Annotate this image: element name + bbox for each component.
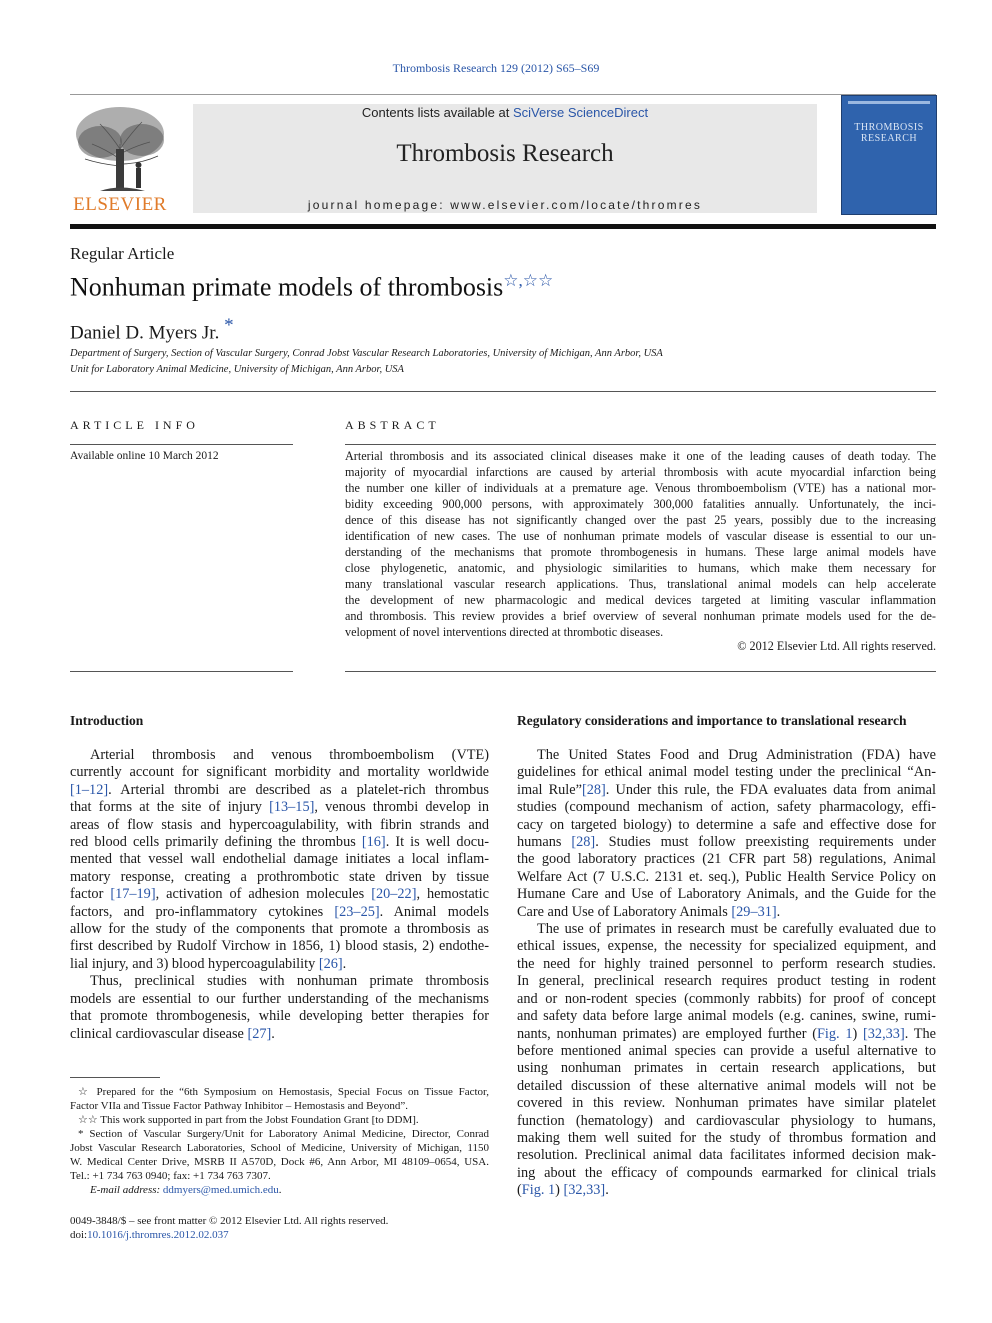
citation-link[interactable]: [28] bbox=[571, 834, 596, 851]
text-segment: guidelines for ethical animal model testing under the preclinical “An- bbox=[517, 764, 936, 781]
sciverse-link[interactable]: SciVerse ScienceDirect bbox=[512, 105, 649, 120]
text-line bbox=[517, 1026, 936, 1043]
text-segment: red blood cells primarily defining the thrombus bbox=[70, 834, 362, 851]
abstract-line: majority of myocardial infarctions are caused by arterial thrombosis with acute myocardial infarction being bbox=[345, 465, 936, 479]
text-segment: . bbox=[776, 903, 781, 920]
footnote-divider bbox=[70, 1077, 160, 1078]
top-divider bbox=[70, 94, 936, 95]
text-segment: , activation of adhesion molecules bbox=[155, 886, 372, 903]
affiliation-divider bbox=[70, 391, 936, 392]
text-segment: . bbox=[605, 1182, 609, 1199]
text-line bbox=[517, 799, 936, 816]
article-type: Regular Article bbox=[70, 244, 175, 263]
footnote-line bbox=[70, 1085, 489, 1099]
abstract-line: close phylogenetic, anatomic, and physiologic similarities to humans, which make them necessary for bbox=[345, 561, 936, 575]
text-line bbox=[517, 1095, 936, 1112]
text-line bbox=[517, 886, 936, 903]
text-segment: Thus, preclinical studies with nonhuman primate thrombosis bbox=[90, 973, 489, 990]
abstract-divider bbox=[345, 444, 936, 445]
footnote-line bbox=[70, 1127, 489, 1141]
footnote-mark: ☆☆ bbox=[78, 1114, 98, 1126]
email-label: E-mail address: bbox=[90, 1184, 163, 1196]
citation-link[interactable]: [23–25] bbox=[334, 903, 380, 920]
article-info-divider bbox=[70, 444, 293, 445]
text-line bbox=[70, 1008, 489, 1025]
abstract-line: velopment of novel interventions directed at thrombotic diseases. bbox=[345, 625, 664, 639]
text-line bbox=[70, 851, 489, 868]
abstract-line: identification of new cases. The use of nonhuman primate models of vascular disease is essential to our un- bbox=[345, 529, 936, 543]
regulatory-body bbox=[517, 747, 936, 1200]
abstract-line: dence of this disease has not significantly changed over the past 25 years, possibly due to the increasing bbox=[345, 513, 936, 527]
text-line bbox=[70, 991, 489, 1008]
text-segment: In general, preclinical research requires product testing in rodent bbox=[517, 973, 936, 990]
citation-link[interactable]: [32,33] bbox=[863, 1025, 905, 1042]
text-line bbox=[70, 834, 489, 851]
text-segment: matory response, creating a prothrombotic state driven by tissue bbox=[70, 868, 489, 885]
text-segment: first described by Rudolf Virchow in 1856, 1) blood stasis, 2) endothe- bbox=[70, 938, 489, 955]
footnote-mark: ☆ bbox=[78, 1086, 91, 1098]
text-line bbox=[70, 799, 489, 816]
citation-link[interactable]: [13–15] bbox=[269, 799, 315, 816]
text-segment: resolution. Preclinical animal data facilitates informed decision mak- bbox=[517, 1147, 936, 1164]
citation-link[interactable]: [1–12] bbox=[70, 781, 109, 798]
text-segment: factors, and pro-inflammatory cytokines bbox=[70, 903, 335, 920]
text-segment: Care and Use of Laboratory Animals bbox=[517, 903, 732, 920]
text-segment: areas of flow stasis and hypercoagulability, with fibrin strands and bbox=[70, 816, 489, 833]
footnote-text: Jobst Vascular Research Laboratories, School of Medicine, University of Michigan, 1150 bbox=[70, 1142, 489, 1154]
text-segment: . The bbox=[904, 1025, 936, 1042]
text-segment: humans bbox=[517, 834, 572, 851]
text-line bbox=[517, 747, 936, 764]
footnote-line bbox=[70, 1113, 489, 1127]
text-line bbox=[70, 904, 489, 921]
text-line bbox=[517, 782, 936, 799]
text-line bbox=[517, 991, 936, 1008]
text-line bbox=[70, 886, 489, 903]
text-line bbox=[70, 921, 489, 938]
text-line bbox=[517, 851, 936, 868]
text-line bbox=[517, 956, 936, 973]
citation-link[interactable]: [32,33] bbox=[563, 1182, 606, 1199]
regulatory-heading: Regulatory considerations and importance to translational research bbox=[517, 713, 907, 728]
text-segment: , hemostatic bbox=[416, 886, 489, 903]
journal-homepage[interactable]: journal homepage: www.elsevier.com/locate/thromres bbox=[307, 198, 703, 212]
article-title-text: Nonhuman primate models of thrombosis bbox=[70, 272, 504, 302]
text-segment: cacy on targeted biology) to determine a safe and effective dose for bbox=[517, 816, 936, 833]
citation-link[interactable]: [17–19] bbox=[110, 886, 156, 903]
text-segment: detailed discussion of these alternative animal models will not be bbox=[517, 1077, 936, 1094]
regulatory-paragraph-1 bbox=[517, 747, 936, 921]
available-online: Available online 10 March 2012 bbox=[70, 450, 219, 462]
text-segment: The use of primates in research must be carefully evaluated due to bbox=[537, 921, 936, 938]
citation-link[interactable]: [20–22] bbox=[371, 886, 417, 903]
text-segment: models are essential to our further understanding of the mechanisms bbox=[70, 990, 489, 1007]
abstract-copyright: © 2012 Elsevier Ltd. All rights reserved. bbox=[737, 639, 936, 653]
affiliation-2: Unit for Laboratory Animal Medicine, University of Michigan, Ann Arbor, USA bbox=[70, 364, 404, 375]
text-segment: using nonhuman primates in certain research applications, but bbox=[517, 1060, 936, 1077]
text-segment: making them well suited for the study of thrombus formation and bbox=[517, 1129, 936, 1146]
citation-link[interactable]: [26] bbox=[318, 955, 343, 972]
text-segment: factor bbox=[70, 886, 111, 903]
text-segment: ) bbox=[555, 1182, 564, 1199]
abstract-bottom-divider bbox=[345, 671, 936, 672]
text-segment: before mentioned animal species can provide a useful alternative to bbox=[517, 1042, 936, 1059]
introduction-heading: Introduction bbox=[70, 713, 144, 728]
text-line bbox=[517, 1043, 936, 1060]
footnote-text: Section of Vascular Surgery/Unit for Laboratory Animal Medicine, Director, Conrad bbox=[83, 1128, 489, 1140]
text-segment: . Under this rule, the FDA evaluates data from animal bbox=[605, 781, 936, 798]
footnote-mark: * bbox=[78, 1128, 84, 1140]
text-line bbox=[70, 1026, 489, 1043]
text-line bbox=[517, 834, 936, 851]
contents-prefix: Contents lists available at bbox=[361, 105, 513, 120]
text-line bbox=[517, 1147, 936, 1164]
abstract-line: many translational vascular research applications. Thus, translational animal models can help accelerate bbox=[345, 577, 936, 591]
footnote-line bbox=[70, 1141, 489, 1155]
text-line bbox=[70, 869, 489, 886]
text-line bbox=[517, 1165, 936, 1182]
text-segment: . Animal models bbox=[379, 903, 489, 920]
text-line bbox=[517, 1182, 936, 1199]
text-segment: . bbox=[271, 1025, 275, 1042]
abstract-line: derstanding of the mechanisms that promote thrombogenesis in humans. These large animal models have bbox=[345, 545, 936, 559]
elsevier-logo bbox=[70, 104, 170, 214]
citation-link[interactable]: [16] bbox=[361, 834, 386, 851]
text-segment: that forms at the site of injury bbox=[70, 799, 270, 816]
text-segment: Arterial thrombosis and venous thromboembolism (VTE) bbox=[90, 747, 489, 763]
text-line bbox=[517, 921, 936, 938]
doi-link[interactable]: 10.1016/j.thromres.2012.02.037 bbox=[87, 1229, 229, 1241]
citation-link[interactable]: Fig. 1 bbox=[521, 1182, 556, 1199]
citation-link[interactable]: Fig. 1 bbox=[816, 1025, 853, 1042]
text-segment: imal Rule” bbox=[517, 781, 582, 798]
text-segment: ethical issues, expense, the necessity for specialized equipment, and bbox=[517, 938, 936, 955]
text-line bbox=[70, 956, 489, 973]
publisher-logo-text: ELSEVIER bbox=[73, 194, 167, 215]
text-segment: and or non-rodent species (commonly rabbits) for proof of concept bbox=[517, 990, 936, 1007]
email-link[interactable]: ddmyers@med.umich.edu bbox=[162, 1184, 279, 1196]
text-line bbox=[517, 817, 936, 834]
text-segment: mented that vessel wall endothelial damage initiates a local inflam- bbox=[70, 851, 489, 868]
abstract-line: and thrombosis. This review provides a brief overview of several nonhuman primate models used for the de- bbox=[345, 609, 936, 623]
footnote-line bbox=[70, 1155, 489, 1169]
text-segment: ) bbox=[852, 1025, 864, 1042]
footnote-text: Tel.: +1 734 763 0940; fax: +1 734 763 7307. bbox=[70, 1170, 271, 1182]
author-footnote-mark[interactable]: * bbox=[224, 315, 234, 336]
text-segment: . bbox=[342, 955, 347, 972]
cover-title: THROMBOSIS RESEARCH bbox=[854, 122, 924, 144]
journal-title: Thrombosis Research bbox=[396, 140, 614, 167]
contents-line bbox=[193, 105, 817, 120]
text-segment: Welfare Act (7 U.S.C. 2131 et. seq.), Public Health Service Policy on bbox=[517, 868, 936, 885]
article-title bbox=[70, 271, 553, 303]
abstract-line: Arterial thrombosis and its associated clinical diseases make it one of the leading causes of death today. The bbox=[345, 449, 936, 463]
text-line bbox=[517, 1060, 936, 1077]
citation-link[interactable]: [29–31] bbox=[731, 903, 777, 920]
front-matter-block bbox=[70, 1214, 388, 1242]
text-segment: , venous thrombi develop in bbox=[314, 799, 489, 816]
footnote-text: Factor VIIa and Tissue Factor Pathway Inhibitor – Hemostasis and Beyond”. bbox=[70, 1100, 409, 1112]
text-line bbox=[70, 938, 489, 955]
footnote-text: This work supported in part from the Jobst Foundation Grant [to DDM]. bbox=[97, 1114, 419, 1126]
text-line bbox=[517, 1078, 936, 1095]
author-name: Daniel D. Myers Jr. bbox=[70, 322, 220, 344]
text-segment: function (hematology) and cardiovascular physiology to humans, bbox=[517, 1112, 936, 1129]
regulatory-paragraph-2 bbox=[517, 921, 936, 1200]
text-segment: the good laboratory practices (21 CFR part 58) regulations, Animal bbox=[517, 851, 936, 868]
text-segment: that promote thrombogenesis, while developing better therapies for bbox=[70, 1008, 489, 1025]
text-segment: studies (compound mechanism of action, safety pharmacology, effi- bbox=[517, 799, 936, 816]
text-segment: the need for highly trained personnel to perform research studies. bbox=[517, 955, 936, 972]
article-info-heading: ARTICLE INFO bbox=[70, 418, 199, 432]
front-matter: 0049-3848/$ – see front matter © 2012 Elsevier Ltd. All rights reserved. bbox=[70, 1215, 389, 1227]
text-segment: covered in this review. Nonhuman primates have similar platelet bbox=[517, 1095, 936, 1112]
text-segment: ( bbox=[517, 1182, 522, 1199]
text-segment: . Studies must follow preexisting requirements under bbox=[595, 834, 936, 851]
email-line bbox=[70, 1183, 489, 1197]
text-segment: allow for the study of the components that promote a thrombosis as bbox=[70, 921, 489, 938]
text-segment: . Arterial thrombi are described as a platelet-rich thrombus bbox=[108, 781, 489, 798]
title-footnote-marks[interactable]: ☆,☆☆ bbox=[503, 271, 554, 290]
text-line bbox=[517, 1130, 936, 1147]
text-segment: lial injury, and 3) blood hypercoagulability bbox=[70, 955, 319, 972]
abstract-line: the development of new pharmacologic and medical devices targeted at limiting vascular inflammation bbox=[345, 593, 936, 607]
intro-paragraph-1 bbox=[70, 747, 489, 973]
journal-reference[interactable]: Thrombosis Research 129 (2012) S65–S69 bbox=[392, 61, 600, 75]
text-line bbox=[517, 764, 936, 781]
text-segment: nants, nonhuman primates) are employed further ( bbox=[517, 1025, 817, 1042]
doi-label: doi: bbox=[70, 1229, 88, 1241]
abstract-line: bidity exceeding 900,000 persons, with approximately 300,000 fatalities annually. Unfortunately, the inci- bbox=[345, 497, 936, 511]
text-line bbox=[517, 904, 936, 921]
text-line bbox=[517, 1008, 936, 1025]
abstract-line: the number one killer of individuals at a premature age. Venous thromboembolism (VTE) has a national mor- bbox=[345, 481, 936, 495]
header-divider bbox=[70, 224, 936, 229]
footnotes bbox=[70, 1085, 489, 1197]
text-line bbox=[517, 869, 936, 886]
email-end: . bbox=[278, 1184, 282, 1196]
footnote-line bbox=[70, 1099, 489, 1113]
text-line bbox=[517, 973, 936, 990]
text-segment: The United States Food and Drug Administration (FDA) have bbox=[537, 747, 936, 763]
text-segment: and safety data before large animal models (e.g. canines, swine, rumi- bbox=[517, 1008, 936, 1025]
text-segment: clinical cardiovascular disease bbox=[70, 1025, 248, 1042]
cover-bar bbox=[848, 101, 930, 104]
introduction-body bbox=[70, 747, 489, 1043]
text-segment: . It is well docu- bbox=[385, 834, 489, 851]
text-segment: currently account for significant morbidity and mortality worldwide bbox=[70, 764, 489, 781]
text-line bbox=[517, 1113, 936, 1130]
intro-paragraph-2 bbox=[70, 973, 489, 1043]
citation-link[interactable]: [27] bbox=[247, 1025, 272, 1042]
footnote-text: Prepared for the “6th Symposium on Hemostasis, Special Focus on Tissue Factor, bbox=[90, 1086, 489, 1098]
abstract-heading: ABSTRACT bbox=[345, 418, 440, 432]
text-line bbox=[70, 817, 489, 834]
article-info-bottom-divider bbox=[70, 671, 293, 672]
abstract-text bbox=[345, 448, 936, 640]
footnote-line bbox=[70, 1169, 489, 1183]
affiliation-1: Department of Surgery, Section of Vascular Surgery, Conrad Jobst Vascular Research Laboratories, University of Michigan, Ann Arbor, USA bbox=[70, 348, 663, 359]
text-segment: ing about the efficacy of compounds earmarked for clinical trials bbox=[517, 1164, 936, 1181]
text-segment: Humane Care and Use of Laboratory Animals, and the Guide for the bbox=[517, 886, 936, 903]
text-line bbox=[70, 764, 489, 781]
citation-link[interactable]: [28] bbox=[581, 781, 606, 798]
text-line bbox=[517, 938, 936, 955]
text-line bbox=[70, 782, 489, 799]
footnote-text: W. Medical Center Drive, MSRB II A570D, Dock #6, Ann Arbor, MI 48109–0654, USA. bbox=[70, 1156, 489, 1168]
author bbox=[70, 315, 234, 344]
journal-cover bbox=[841, 95, 937, 215]
text-line bbox=[70, 973, 489, 990]
text-line bbox=[70, 747, 489, 764]
doi-line bbox=[70, 1228, 388, 1242]
